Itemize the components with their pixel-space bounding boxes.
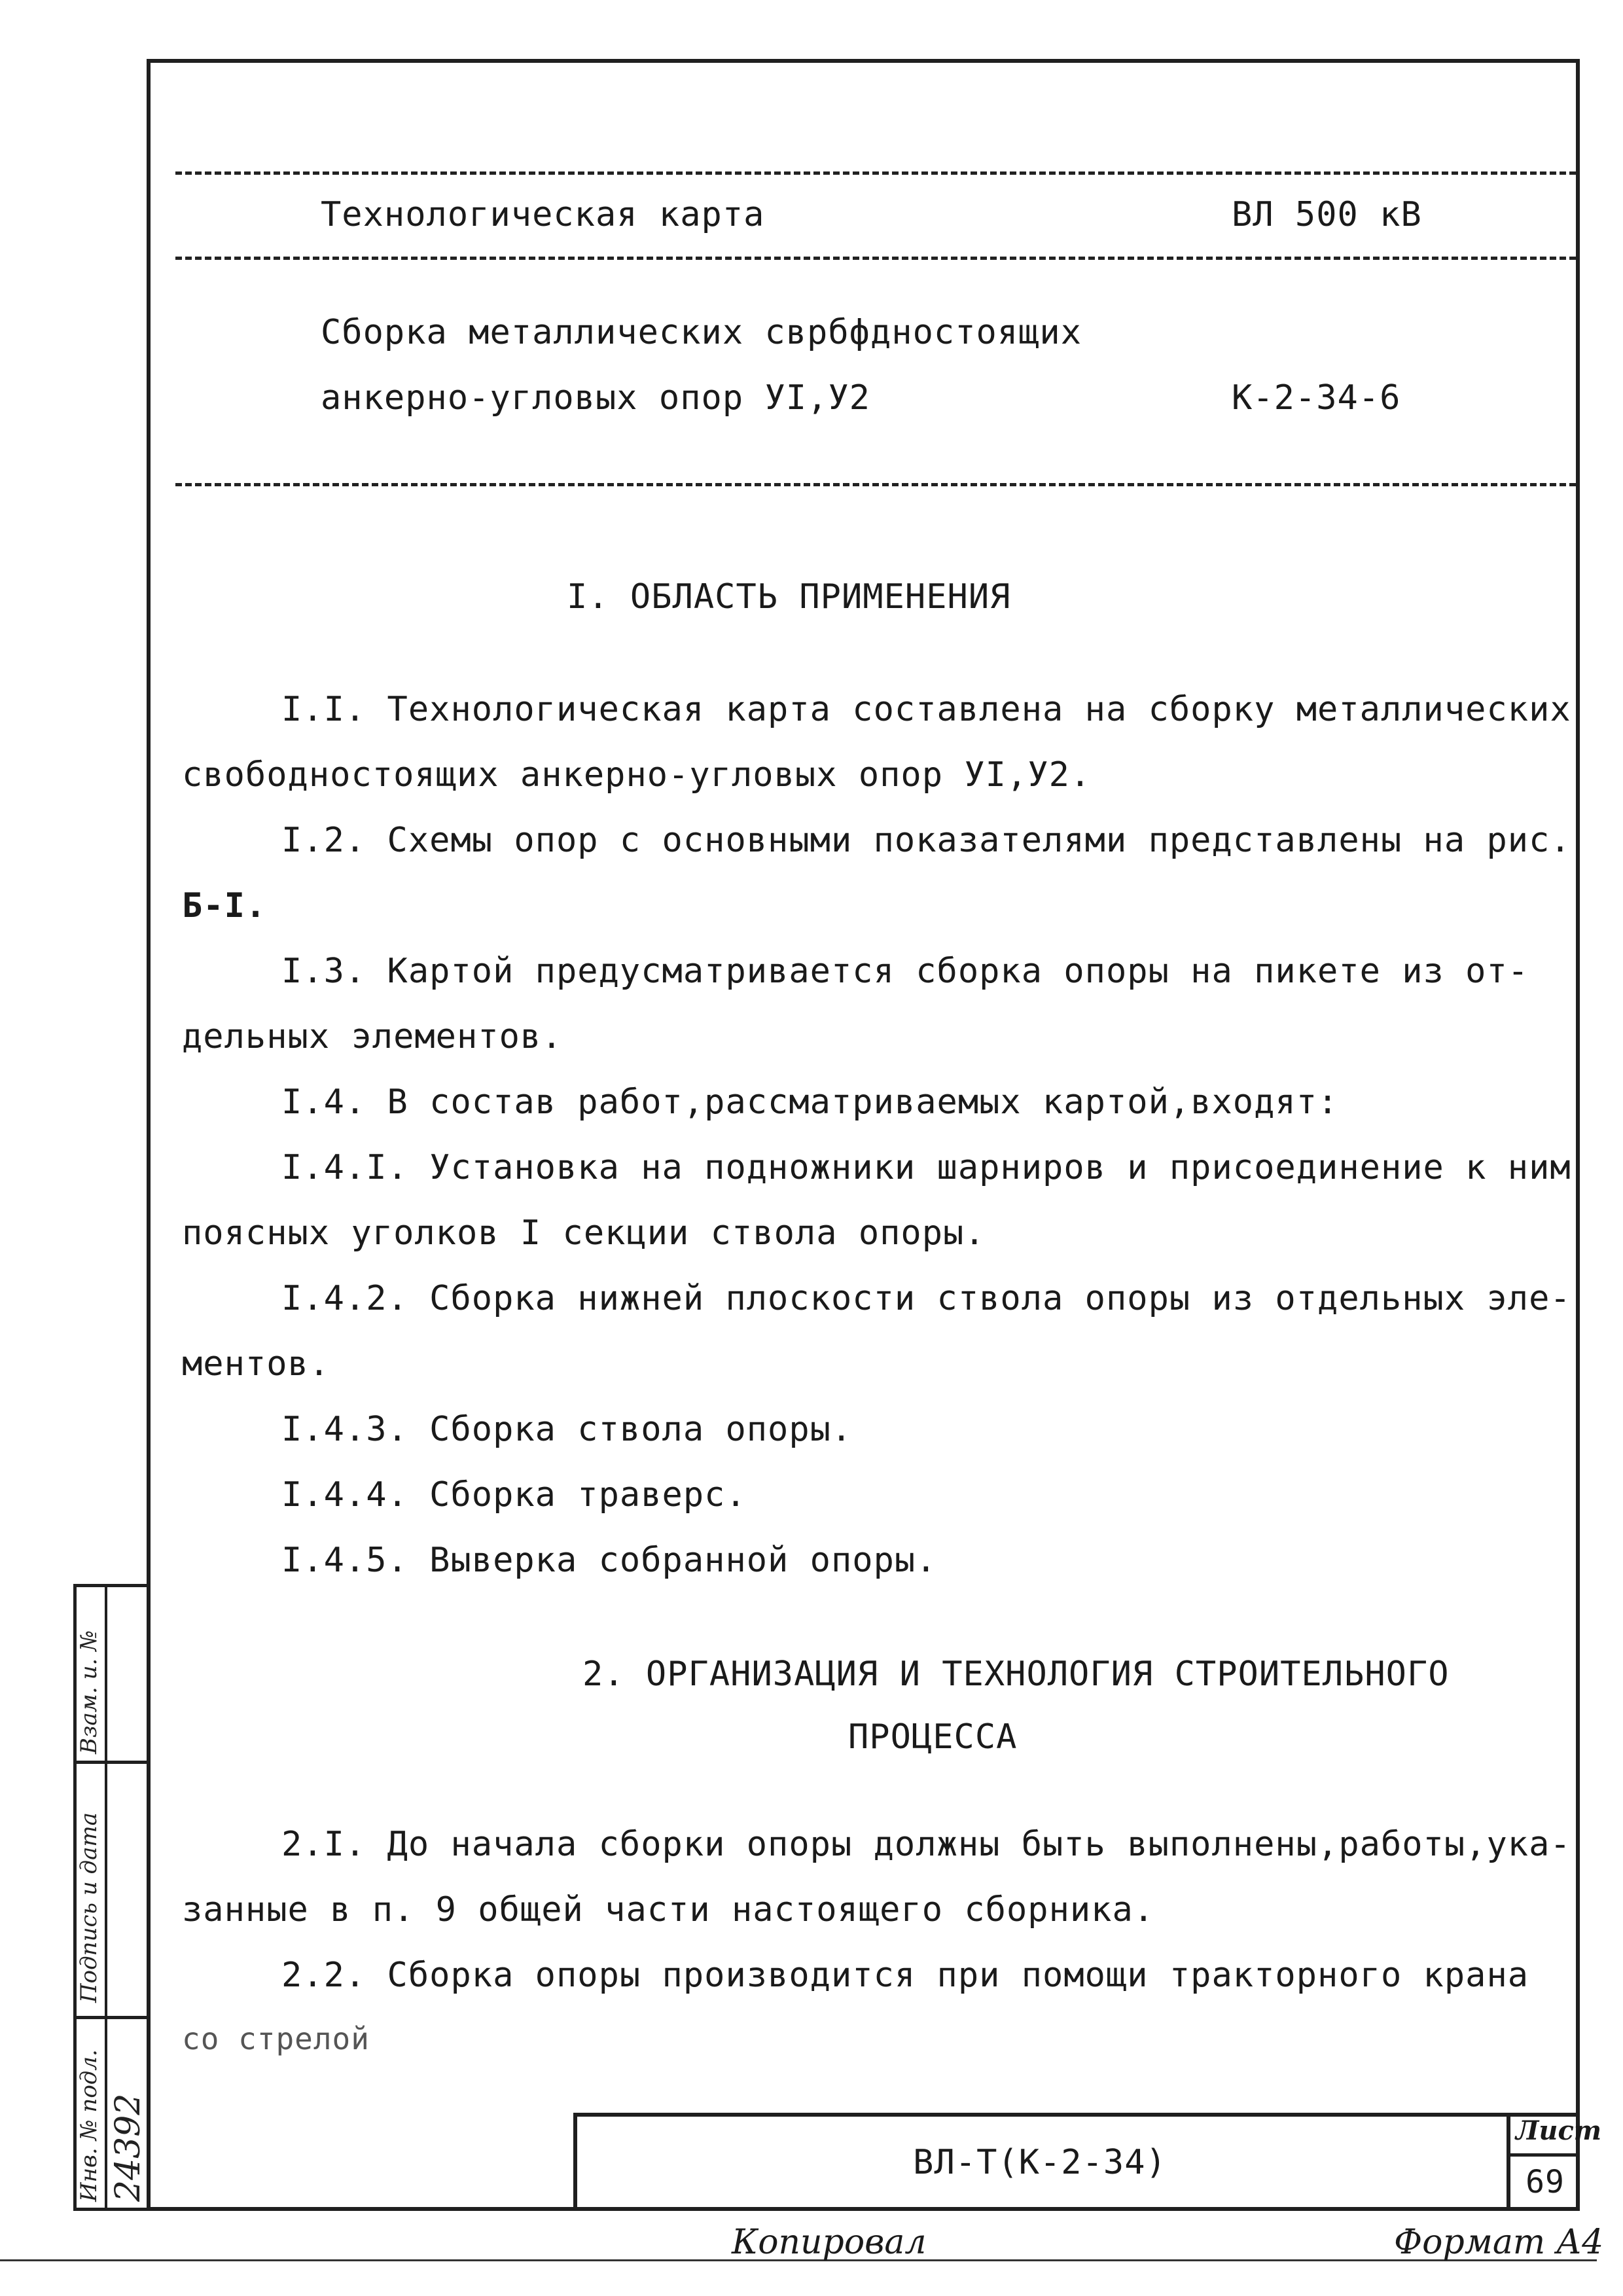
line-voltage: ВЛ 500 кВ (1232, 195, 1422, 234)
doc-title-line1: Сборка металлических сврбфдностоящих (321, 313, 1082, 352)
header-dash-top (175, 171, 1576, 175)
header-dash-bottom (175, 483, 1576, 486)
stamp-strip-rule (73, 2016, 147, 2019)
page-frame-top (147, 59, 1580, 63)
page-frame-right (1576, 59, 1580, 2210)
doc-type: Технологическая карта (321, 195, 765, 234)
text-line: I.4.3. Сборка ствола опоры. (281, 1410, 853, 1449)
text-line: Б-I. (182, 886, 267, 925)
stamp-strip-divider (105, 1584, 107, 2211)
header-dash-mid (175, 257, 1576, 260)
text-line: 2.I. До начала сборки опоры должны быть выполнены,работы,ука- (281, 1825, 1571, 1864)
section2-heading-line1: 2. ОРГАНИЗАЦИЯ И ТЕХНОЛОГИЯ СТРОИТЕЛЬНОГО (582, 1655, 1450, 1694)
text-line: поясных уголков I секции ствола опоры. (182, 1213, 986, 1253)
text-line: 2.2. Сборка опоры производится при помощи тракторного крана (281, 1956, 1529, 1995)
footer-copied: Копировал (732, 2223, 927, 2262)
text-line: занные в п. 9 общей части настоящего сборника. (182, 1890, 1155, 1929)
text-line: I.4. В состав работ,рассматриваемых картой,входят: (281, 1083, 1339, 1122)
footer-format: Формат А4 (1394, 2223, 1604, 2262)
text-line: I.4.5. Выверка собранной опоры. (281, 1541, 937, 1580)
text-line: дельных элементов. (182, 1017, 563, 1056)
text-line: I.4.I. Установка на подножники шарниров и присоединение к ним (281, 1148, 1571, 1187)
section1-heading: I. ОБЛАСТЬ ПРИМЕНЕНИЯ (567, 577, 1011, 617)
title-block-separator (1507, 2153, 1580, 2157)
sheet-label: Лист (1516, 2115, 1602, 2146)
stamp-field-replacement: Взам. и. № (76, 1630, 102, 1754)
text-line: I.4.2. Сборка нижней плоскости ствола опоры из отдельных эле- (281, 1279, 1571, 1318)
stamp-strip-rule (73, 1761, 147, 1764)
text-line: I.I. Технологическая карта составлена на сборку металлических (281, 690, 1571, 729)
section2-heading-line2: ПРОЦЕССА (848, 1717, 1018, 1757)
sheet-number: 69 (1525, 2164, 1565, 2200)
document-designation: ВЛ-Т(К-2-34) (913, 2143, 1167, 2182)
text-line: I.4.4. Сборка траверс. (281, 1475, 747, 1515)
text-line: I.3. Картой предусматривается сборка опоры на пикете из от- (281, 952, 1529, 991)
text-line: свободностоящих анкерно-угловых опор УI,У2. (182, 755, 1092, 795)
text-line: ментов. (182, 1344, 330, 1384)
doc-code: К-2-34-6 (1232, 378, 1401, 418)
page-frame-left (147, 59, 151, 2210)
stamp-field-inventory: Инв. № подл. (76, 2049, 102, 2202)
stamp-field-signature: Подпись и дата (76, 1812, 102, 2003)
text-line: со стрелой (182, 2021, 370, 2056)
inventory-number: 24392 (109, 2093, 148, 2202)
text-line: I.2. Схемы опор с основными показателями представлены на рис. (281, 821, 1571, 860)
doc-title-line2: анкерно-угловых опор УI,У2 (321, 378, 870, 418)
